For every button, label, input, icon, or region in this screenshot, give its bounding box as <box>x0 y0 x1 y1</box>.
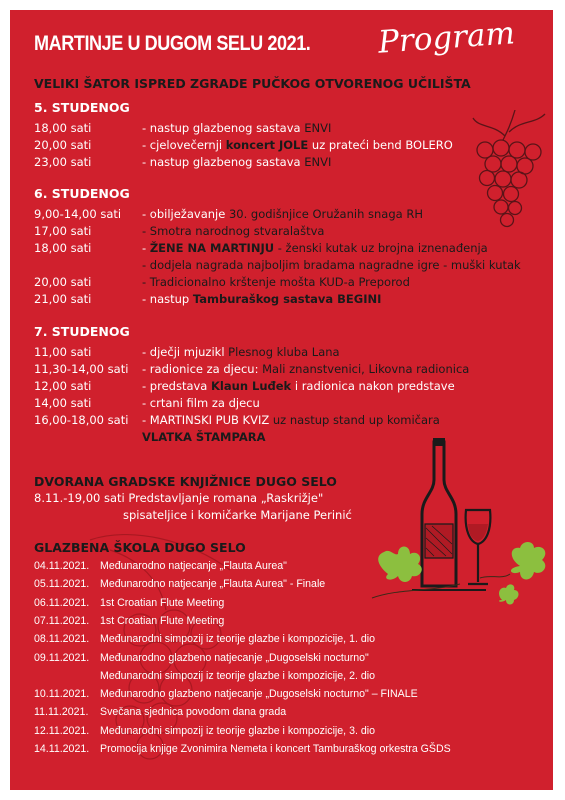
music-event-date: 06.11.2021. <box>34 596 90 609</box>
description-segment: - <box>142 240 150 255</box>
description-segment: koncert JOLE <box>225 137 309 152</box>
schedule-time: 21,00 sati <box>34 291 92 306</box>
music-event-row <box>34 614 224 628</box>
music-event-text: Promocija knjige Zvonimira Nemeta i koncert Tamburaškog orkestra GŠDS <box>100 743 451 755</box>
description-segment: - ženski kutak uz brojna iznenađenja <box>274 240 488 255</box>
music-event-text: Međunarodno glazbeno natjecanje „Dugoselski nocturno" <box>100 651 369 664</box>
schedule-description <box>142 378 455 394</box>
music-school-heading: GLAZBENA ŠKOLA DUGO SELO <box>34 540 246 555</box>
description-segment: - MARTINSKI PUB KVIZ <box>142 412 270 427</box>
music-event-row <box>34 669 375 683</box>
schedule-description <box>142 274 410 290</box>
description-segment: 30. godišnjice Oružanih snaga RH <box>228 207 423 221</box>
description-segment: Klaun Luđek <box>211 378 292 393</box>
description-segment: uz nastup stand up komičara <box>269 412 440 427</box>
music-event-date: 11.11.2021. <box>34 706 89 719</box>
schedule-time: 20,00 sati <box>34 274 92 289</box>
music-event-row <box>34 596 224 610</box>
schedule-description <box>142 429 266 445</box>
venue-heading: VELIKI ŠATOR ISPRED ZGRADE PUČKOG OTVORENOG UČILIŠTA <box>34 76 471 91</box>
library-heading: DVORANA GRADSKE KNJIŽNICE DUGO SELO <box>34 474 337 489</box>
music-event-row <box>34 577 325 591</box>
music-event-row <box>34 651 369 665</box>
schedule-description <box>142 206 423 222</box>
description-segment: ENVI <box>304 154 332 169</box>
music-event-text: 1st Croatian Flute Meeting <box>100 614 225 627</box>
schedule-time: 11,30-14,00 sati <box>34 361 129 376</box>
music-event-row <box>34 742 451 756</box>
schedule-description <box>142 412 440 428</box>
description-segment: - cjelovečernji <box>142 137 226 152</box>
description-segment: - nastup <box>142 291 193 306</box>
day-heading: 6. STUDENOG <box>34 186 130 201</box>
description-segment: Tamburaškog sastava BEGINI <box>192 291 382 306</box>
description-segment: - dodjela nagrada najboljim bradama nagradne igre - muški kutak <box>142 257 521 272</box>
schedule-description <box>142 344 340 360</box>
music-event-text: Međunarodni simpozij iz teorije glazbe i kompozicije, 2. dio <box>100 669 375 682</box>
description-segment: - nastup glazbenog sastava <box>142 154 305 169</box>
description-segment: - Tradicionalno krštenje mošta KUD-a Preporod <box>142 274 410 289</box>
description-segment: uz prateći bend BOLERO <box>308 137 453 152</box>
music-event-date: 10.11.2021. <box>34 688 90 701</box>
music-event-text: Međunarodno natjecanje „Flauta Aurea" - Finale <box>100 578 326 591</box>
page-title: MARTINJE U DUGOM SELU 2021. <box>34 32 311 55</box>
schedule-description <box>142 395 260 411</box>
grape-cluster-illustration <box>465 110 553 240</box>
day-heading: 5. STUDENOG <box>34 100 130 115</box>
music-event-date: 04.11.2021. <box>34 560 90 572</box>
music-event-date: 07.11.2021. <box>34 614 90 627</box>
description-segment: - obilježavanje <box>142 207 229 221</box>
schedule-time: 20,00 sati <box>34 137 92 152</box>
schedule-description <box>142 291 381 307</box>
library-line-2: spisateljice i komičarke Marijane Perinić <box>123 508 352 522</box>
schedule-description <box>142 120 331 136</box>
music-event-text: Međunarodno natjecanje „Flauta Aurea" <box>100 560 287 572</box>
schedule-time: 9,00-14,00 sati <box>34 207 122 221</box>
schedule-time: 23,00 sati <box>34 154 92 169</box>
description-segment: - Smotra narodnog stvaralaštva <box>142 223 325 238</box>
poster <box>10 10 553 790</box>
music-event-text: Međunarodni simpozij iz teorije glazbe i kompozicije, 1. dio <box>100 633 375 646</box>
schedule-description <box>142 361 469 377</box>
description-segment: ŽENE NA MARTINJU <box>149 240 275 255</box>
description-segment: VLATKA ŠTAMPARA <box>142 429 266 444</box>
schedule-time: 18,00 sati <box>34 121 92 135</box>
grape-leaf-illustration <box>370 538 552 618</box>
music-event-date: 08.11.2021. <box>34 633 90 646</box>
schedule-description <box>142 137 453 153</box>
description-segment: - nastup glazbenog sastava <box>142 121 305 135</box>
description-segment: - dječji mjuzikl <box>142 345 229 359</box>
schedule-description <box>142 257 521 273</box>
music-event-row <box>34 559 287 573</box>
music-event-date: 14.11.2021. <box>34 743 90 755</box>
music-event-row <box>34 687 418 701</box>
music-event-row <box>34 705 286 719</box>
schedule-time: 18,00 sati <box>34 240 92 255</box>
program-script-title: Program <box>376 15 516 61</box>
music-event-text: Svečana sjednica povodom dana grada <box>100 706 287 719</box>
music-event-text: 1st Croatian Flute Meeting <box>100 596 225 609</box>
description-segment: - predstava <box>142 378 212 393</box>
description-segment: - crtani film za djecu <box>142 395 260 410</box>
library-line-1: 8.11.-19,00 sati Predstavljanje romana „Raskrižje" <box>34 491 324 505</box>
music-event-date: 05.11.2021. <box>34 578 90 591</box>
music-event-text: Međunarodno glazbeno natjecanje „Dugoselski nocturno" – FINALE <box>100 688 418 701</box>
schedule-time: 16,00-18,00 sati <box>34 412 129 427</box>
description-segment: Plesnog kluba Lana <box>228 345 340 359</box>
description-segment: - radionice za djecu: <box>142 361 263 376</box>
music-event-row <box>34 724 375 738</box>
schedule-description <box>142 240 488 256</box>
music-event-text: Međunarodni simpozij iz teorije glazbe i kompozicije, 3. dio <box>100 724 375 737</box>
music-event-row <box>34 632 375 646</box>
description-segment: i radionica nakon predstave <box>291 378 455 393</box>
music-event-date: 12.11.2021. <box>34 724 90 737</box>
schedule-time: 11,00 sati <box>34 345 92 359</box>
music-event-date: 09.11.2021. <box>34 651 90 664</box>
schedule-time: 17,00 sati <box>34 223 92 238</box>
day-heading: 7. STUDENOG <box>34 324 130 339</box>
schedule-time: 12,00 sati <box>34 378 92 393</box>
description-segment: Mali znanstvenici, Likovna radionica <box>262 361 470 376</box>
description-segment: ENVI <box>304 121 332 135</box>
schedule-description <box>142 154 331 170</box>
schedule-description <box>142 223 324 239</box>
schedule-time: 14,00 sati <box>34 395 92 410</box>
